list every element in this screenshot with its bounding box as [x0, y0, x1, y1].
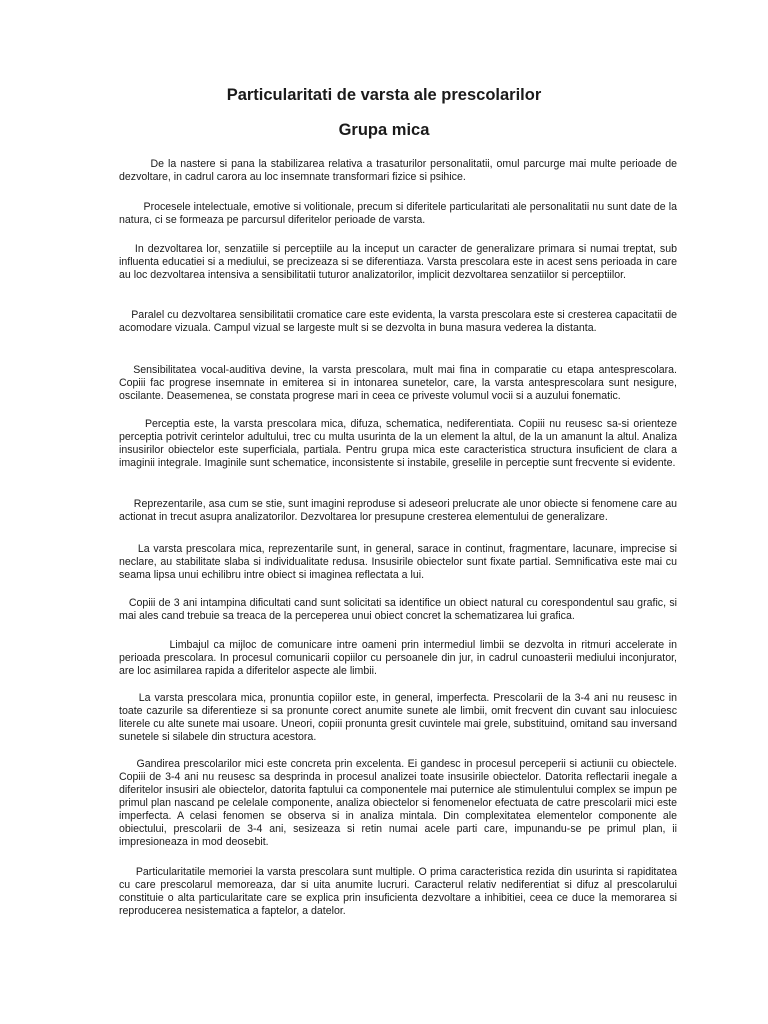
document-title: Particularitati de varsta ale prescolarilor: [226, 86, 542, 104]
document-subtitle: Grupa mica: [338, 121, 430, 139]
paragraph-1: De la nastere si pana la stabilizarea relativa a trasaturilor personalitatii, omul parcurge mai multe perioade de dezvoltare, in cadrul carora au loc insemnate transformari fizice si psihice.: [119, 158, 680, 183]
paragraph-7: Reprezentarile, asa cum se stie, sunt imagini reproduse si adeseori prelucrate ale unor obiecte si fenomene care au actionat in trecut asupra analizatorilor. Dezvoltarea lor presupune cresterea elementului de generalizare.: [119, 498, 680, 523]
paragraph-10: Limbajul ca mijloc de comunicare intre oameni prin intermediul limbii se dezvolta in ritmuri accelerate in perioada prescolara. In procesul comunicarii copiilor cu persoanele din jur, in cadrul cunoasterii mediului inconjurator, are loc asimilarea rapida a diferitelor aspecte ale limbii.: [119, 639, 680, 677]
paragraph-6: Perceptia este, la varsta prescolara mica, difuza, schematica, nediferentiata. Copiii nu reusesc sa-si orienteze perceptia potrivit cerintelor adultului, trec cu multa usurinta de la un element la altul, de la un amanunt la altul. Analiza insusirilor obiectelor este superficiala, partiala. Pentru grupa mica este caracteristica structura insuficient de clara a imaginii integrale. Imaginile sunt schematice, inconsistente si instabile, greselile in perceptie sunt frecvente si evidente.: [119, 418, 680, 469]
paragraph-3: In dezvoltarea lor, senzatiile si perceptiile au la inceput un caracter de generalizare primara si numai treptat, sub influenta educatiei si a mediului, se precizeaza si se diferentiaza. Varsta prescolara este in acest sens perioada in care au loc dezvoltarea intensiva a sensibilitatii tuturor analizatorilor, implicit dezvoltarea senzatiilor si perceptiilor.: [119, 243, 680, 281]
paragraph-4: Paralel cu dezvoltarea sensibilitatii cromatice care este evidenta, la varsta prescolara este si cresterea capacitatii de acomodare vizuala. Campul vizual se largeste mult si se dezvolta in buna masura vederea la distanta.: [119, 309, 680, 334]
paragraph-2: Procesele intelectuale, emotive si volitionale, precum si diferitele particularitati ale personalitatii nu sunt date de la natura, ci se formeaza pe parcursul diferitelor perioade de varsta.: [119, 201, 680, 226]
paragraph-11: La varsta prescolara mica, pronuntia copiilor este, in general, imperfecta. Prescolarii de la 3-4 ani nu reusesc in toate cazurile sa diferentieze si sa pronunte corect anumite sunete ale limbii, omit frecvent din cuvant sau inlocuiesc literele cu alte sunete mai usoare. Uneori, copiii pronunta gresit cuvintele mai grele, substituind, omitand sau inversand sunetele si silabele din structura acestora.: [119, 692, 680, 743]
paragraph-12: Gandirea prescolarilor mici este concreta prin excelenta. Ei gandesc in procesul perceperii si actiunii cu obiectele. Copiii de 3-4 ani nu reusesc sa desprinda in procesul analizei toate insusirile obiectelor. Datorita reflectarii inegale a diferitelor insusiri ale obiectelor, datorita faptului ca componentele mai puternice ale stimulentului complex se impun pe primul plan nascand pe celelale componente, analiza obiectelor si fenomenelor efectuata de catre prescolarii mici este imperfecta. A celasi fenomen se observa si in analiza mintala. Din complexitatea elementelor componente ale obiectului, prescolarii de 3-4 ani, sesizeaza si retin numai acele parti care, impunandu-se pe primul plan, ii impresioneaza in mod deosebit.: [119, 758, 680, 848]
paragraph-5: Sensibilitatea vocal-auditiva devine, la varsta prescolara, mult mai fina in comparatie cu etapa antesprescolara. Copiii fac progrese insemnate in emiterea si in intonarea sunetelor, care, la varsta antesprescolara sunt nesigure, oscilante. Deasemenea, se constata progrese mari in ceea ce priveste volumul vocii si a auzului fonematic.: [119, 364, 680, 402]
paragraph-9: Copiii de 3 ani intampina dificultati cand sunt solicitati sa identifice un obiect natural cu corespondentul sau grafic, si mai ales cand trebuie sa treaca de la perceperea unui obiect concret la schematizarea lui grafica.: [119, 597, 680, 622]
paragraph-8: La varsta prescolara mica, reprezentarile sunt, in general, sarace in continut, fragmentare, lacunare, imprecise si neclare, au stabilitate slaba si individualitate redusa. Insusirile obiectelor sunt fixate partial. Semnificativa este mai cu seama lipsa unui echilibru intre obiect si imaginea reflectata a lui.: [119, 543, 680, 581]
paragraph-13: Particularitatile memoriei la varsta prescolara sunt multiple. O prima caracteristica rezida din usurinta si rapiditatea cu care prescolarul memoreaza, dar si uita anumite lucruri. Caracterul relativ nediferentiat si difuz al prescolarului constituie o alta particularitate care se explica prin insuficienta dezvoltare a inhibitiei, ceea ce duce la memorarea si reproducerea nesistematica a faptelor, a datelor.: [119, 866, 680, 917]
